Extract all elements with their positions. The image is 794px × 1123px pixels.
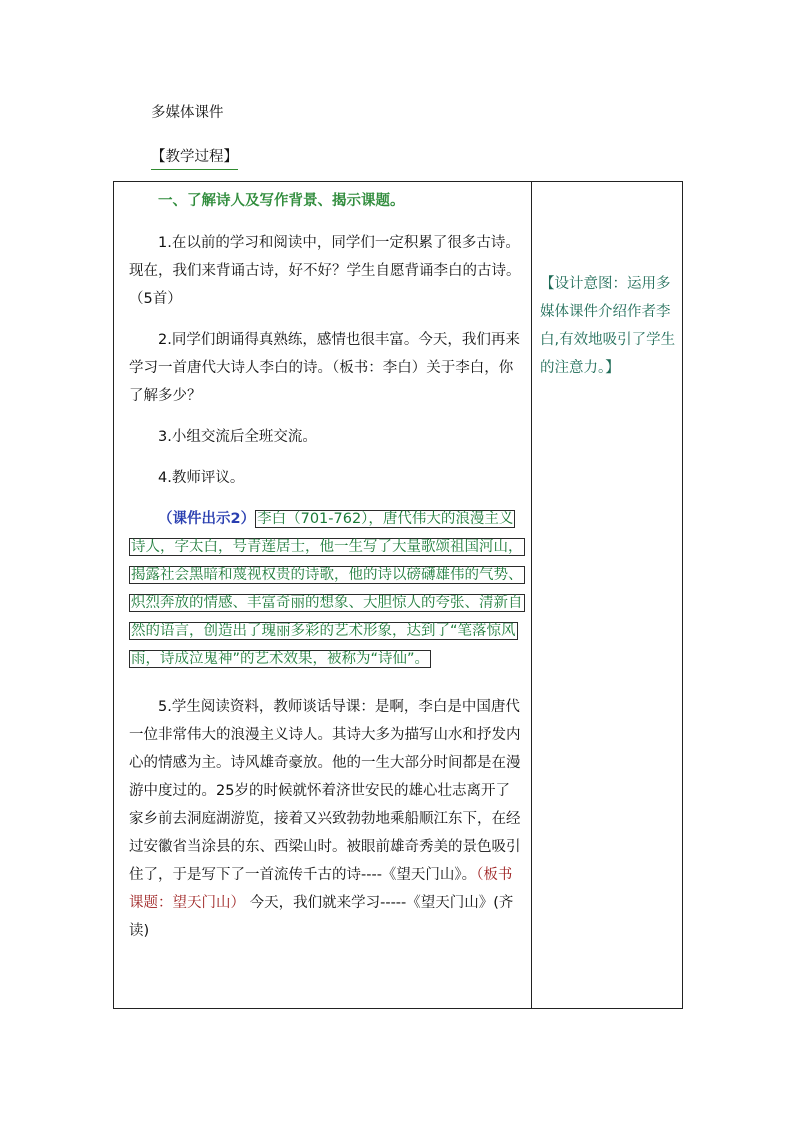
- paragraph-4: 4.教师评议。: [158, 470, 245, 486]
- design-intent: 【设计意图：运用多媒体课件介绍作者李白,有效地吸引了学生的注意力。】: [540, 276, 676, 376]
- courseware-label: （课件出示2）: [158, 511, 256, 527]
- paragraph-3: 3.小组交流后全班交流。: [158, 429, 317, 445]
- paragraph-5-text: 5.学生阅读资料，教师谈话导课：是啊，李白是中国唐代一位非常伟大的浪漫主义诗人。其诗大多为描写山水和抒发内心的情感为主。诗风雄奇豪放。他的一生大部分时间都是在漫游中度过的。25岁的时候就怀着济世安民的雄心壮志离开了家乡前去洞庭湖游览，接着又兴致勃勃地乘船顺江东下，在经过安徽省当涂县的东、西梁山时。被眼前雄奇秀美的景色吸引住了，于是写下了一首流传千古的诗----《望天门山》。: [129, 699, 521, 883]
- intro-line: 多媒体课件: [151, 105, 224, 121]
- paragraph-1: 1.在以前的学习和阅读中，同学们一定积累了很多古诗。现在，我们来背诵古诗，好不好？学生自愿背诵李白的古诗。（5首）: [129, 235, 521, 307]
- paragraph-5-tail: 今天，我们就来学习-----《望天门山》(齐读): [129, 895, 514, 939]
- board-title: （板书课题：望天门山）: [129, 867, 513, 911]
- paragraph-2: 2.同学们朗诵得真熟练，感情也很丰富。今天，我们再来学习一首唐代大诗人李白的诗。（板书：李白）关于李白，你了解多少？: [129, 332, 520, 404]
- lesson-table: [113, 181, 683, 1009]
- step-heading: 一、了解诗人及写作背景、揭示课题。: [158, 193, 405, 209]
- intent-cell: [532, 182, 683, 1009]
- process-cell: [114, 182, 532, 1009]
- courseware-box: 李白（701-762），唐代伟大的浪漫主义诗人，字太白，号青莲居士，他一生写了大量歌颂祖国河山，揭露社会黑暗和蔑视权贵的诗歌，他的诗以磅礴雄伟的气势、炽烈奔放的情感、丰富奇丽的想象、大胆惊人的夸张、清新自然的语言，创造出了瑰丽多彩的艺术形象，达到了“笔落惊风雨，诗成泣鬼神”的艺术效果，被称为“诗仙”。: [131, 511, 523, 667]
- section-title: 【教学过程】: [151, 145, 238, 170]
- courseware-paragraph: [129, 505, 523, 673]
- paragraph-5: [129, 693, 523, 945]
- table-row: [114, 182, 683, 1009]
